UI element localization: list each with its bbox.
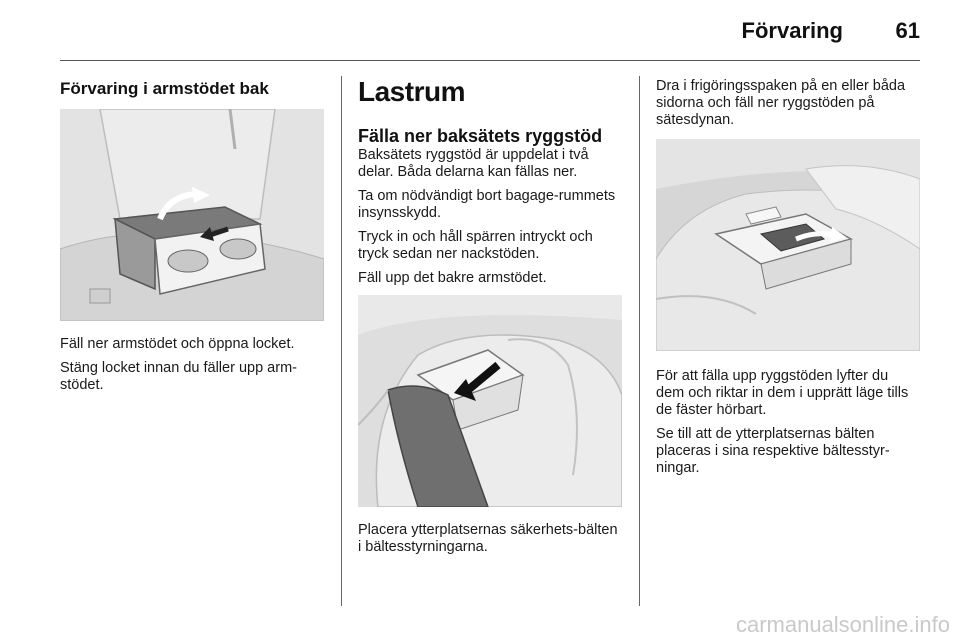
release-lever-illustration xyxy=(656,139,920,351)
subheading-fold-seat: Fälla ner baksätets ryggstöd xyxy=(358,126,603,146)
seatbelt-caption xyxy=(358,522,622,556)
paragraph: Fäll ner armstödet och öppna locket. xyxy=(60,336,295,352)
paragraph: Se till att de ytterplatsernas bälten placeras i sina respektive bältesstyr-ningar. xyxy=(656,426,890,476)
paragraph: Placera ytterplatsernas säkerhets-bälten i bältesstyrningarna. xyxy=(358,522,618,555)
paragraph: För att fälla upp ryggstöden lyfter du dem och riktar in dem i upprätt läge tills de fäster hörbart. xyxy=(656,368,909,418)
header-divider xyxy=(60,60,920,61)
figure-release-lever xyxy=(656,139,920,351)
figure-armrest-storage xyxy=(60,109,324,321)
armrest-instructions xyxy=(60,336,324,394)
armrest-illustration xyxy=(60,109,324,321)
column-divider-2 xyxy=(639,76,640,606)
figure-seatbelt-guide xyxy=(358,295,622,507)
column-divider-1 xyxy=(341,76,342,606)
fold-seat-instructions xyxy=(358,147,622,287)
column-2 xyxy=(358,76,622,563)
paragraph: Ta om nödvändigt bort bagage-rummets insynsskydd. xyxy=(358,188,616,221)
chapter-title: Lastrum xyxy=(358,76,465,107)
paragraph: Tryck in och håll spärren intryckt och tryck sedan ner nackstöden. xyxy=(358,229,593,262)
paragraph: Stäng locket innan du fäller upp arm-stödet. xyxy=(60,360,297,393)
release-lever-instructions xyxy=(656,78,920,129)
watermark: carmanualsonline.info xyxy=(735,612,950,637)
paragraph: Fäll upp det bakre armstödet. xyxy=(358,270,547,286)
paragraph: Dra i frigöringsspaken på en eller båda sidorna och fäll ner ryggstöden på sätesdynan. xyxy=(656,78,906,128)
section-heading-armrest: Förvaring i armstödet bak xyxy=(60,79,269,98)
raise-seat-instructions xyxy=(656,368,920,477)
column-1 xyxy=(60,76,324,401)
paragraph: Baksätets ryggstöd är uppdelat i två delar. Båda delarna kan fällas ner. xyxy=(358,147,589,180)
header-title: Förvaring xyxy=(741,18,843,43)
column-3 xyxy=(656,76,920,484)
page-number: 61 xyxy=(895,18,920,43)
seatbelt-illustration xyxy=(358,295,622,507)
